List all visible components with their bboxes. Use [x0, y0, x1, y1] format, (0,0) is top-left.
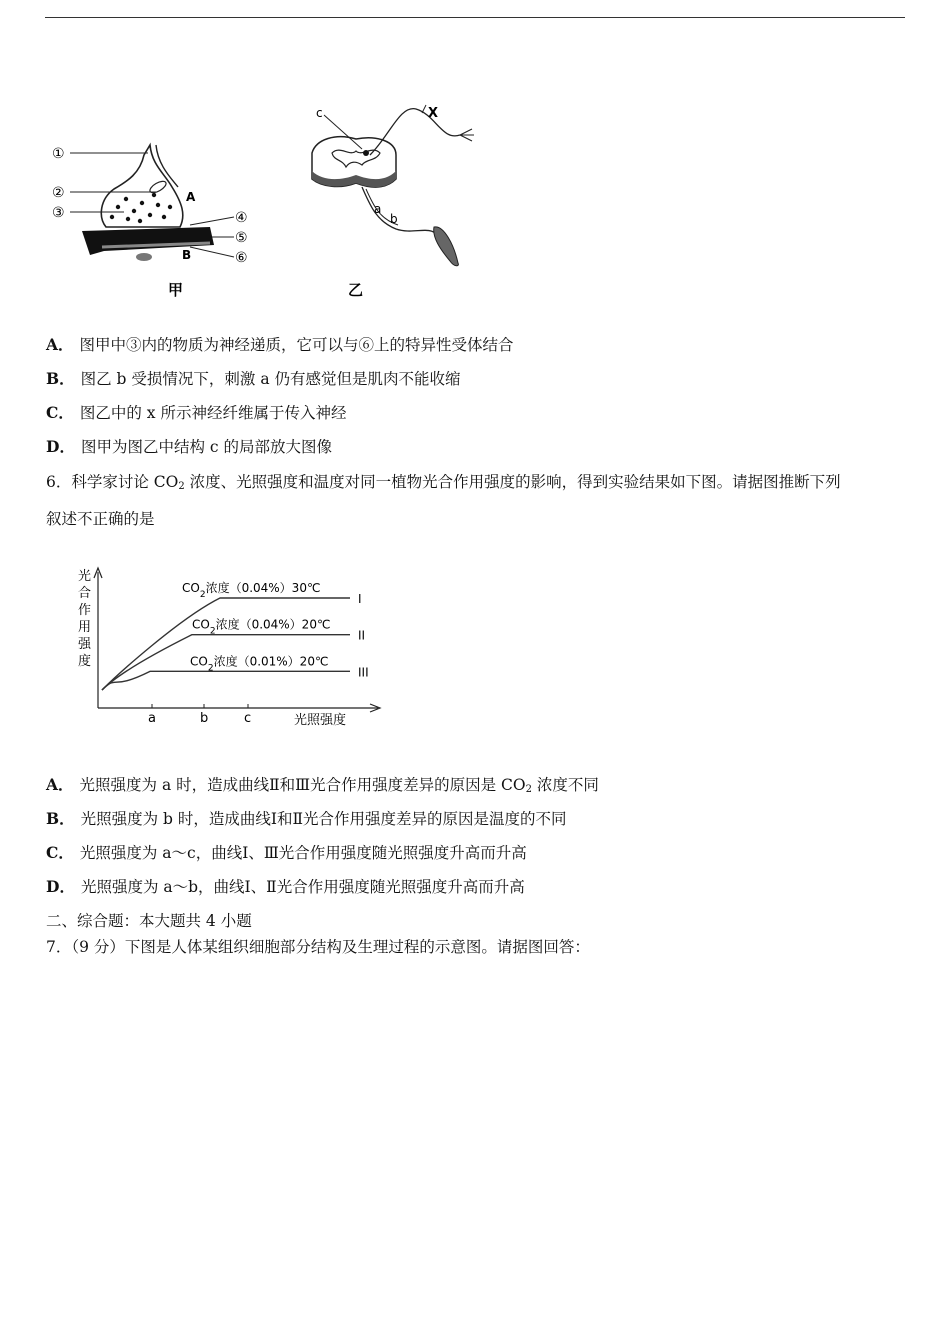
q6-stem: 6．科学家讨论 $CO_2$ 浓度、光照强度和温度对同一植物光合作用强度的影响，得到实验结果如下图。请据图推断下列 — [46, 473, 841, 492]
q5-option-b: B． 图乙 b 受损情况下，刺激 a 仍有感觉但是肌肉不能收缩 — [46, 369, 461, 388]
y-axis-label-char: 用 — [78, 620, 92, 635]
q5-option-a: A． 图甲中③内的物质为神经递质，它可以与⑥上的特异性受体结合 — [46, 335, 514, 354]
label-b: b — [390, 212, 398, 226]
x-tick-b: b — [200, 711, 209, 726]
y-axis-label-char: 光 — [78, 569, 92, 584]
photosynthesis-chart — [70, 560, 390, 740]
top-rule — [45, 17, 905, 18]
label-5: ⑤ — [235, 230, 248, 246]
q6-option-c: C． 光照强度为 a～c，曲线Ⅰ、Ⅲ光合作用强度随光照强度升高而升高 — [46, 843, 527, 862]
x-tick-a: a — [148, 711, 156, 726]
q5-option-c: C． 图乙中的 x 所示神经纤维属于传入神经 — [46, 403, 347, 422]
label-6: ⑥ — [235, 250, 248, 266]
label-a: a — [374, 202, 382, 216]
q6-option-b: B． 光照强度为 b 时，造成曲线Ⅰ和Ⅱ光合作用强度差异的原因是温度的不同 — [46, 809, 567, 828]
q7-stem: 7．（9 分）下图是人体某组织细胞部分结构及生理过程的示意图。请据图回答： — [46, 938, 590, 956]
y-axis-label — [78, 568, 92, 669]
reflex-arc-diagram — [312, 105, 474, 299]
curve-roman-III: III — [358, 665, 369, 680]
label-X: X — [428, 106, 439, 121]
neuro-figure — [40, 95, 480, 305]
q5-option-d: D． 图甲为图乙中结构 c 的局部放大图像 — [46, 437, 332, 456]
label-c: c — [316, 106, 323, 120]
label-B: B — [182, 248, 192, 262]
caption-yi: 乙 — [348, 281, 364, 299]
label-3: ③ — [52, 205, 65, 221]
curve-label-III: $CO_2$浓度（0.01%）20℃ — [190, 654, 329, 674]
x-axis-label: 光照强度 — [294, 713, 347, 728]
curve-label-I: $CO_2$浓度（0.04%）30℃ — [182, 581, 321, 600]
label-4: ④ — [235, 210, 248, 226]
y-axis-label-char: 合 — [78, 586, 92, 601]
curve-III — [102, 671, 350, 690]
q6-option-a: A． 光照强度为 a 时，造成曲线Ⅱ和Ⅲ光合作用强度差异的原因是 $CO_2$ 浓度不同 — [46, 775, 599, 795]
q6-option-d: D． 光照强度为 a～b，曲线Ⅰ、Ⅱ光合作用强度随光照强度升高而升高 — [46, 877, 525, 896]
x-tick-c: c — [244, 711, 252, 726]
y-axis-label-char: 强 — [78, 637, 92, 652]
curve-roman-I: I — [358, 592, 362, 606]
synapse-diagram — [52, 145, 248, 299]
label-A: A — [186, 190, 196, 204]
label-1: ① — [52, 146, 65, 162]
caption-jia: 甲 — [168, 281, 184, 299]
q6-stem-line2: 叙述不正确的是 — [46, 510, 155, 528]
section-heading: 二、综合题：本大题共 4 小题 — [46, 912, 252, 930]
curve-roman-II: II — [358, 628, 366, 643]
curve-label-II: $CO_2$浓度（0.04%）20℃ — [192, 617, 331, 637]
y-axis-label-char: 度 — [78, 654, 92, 669]
label-2: ② — [52, 185, 65, 201]
y-axis-label-char: 作 — [78, 603, 92, 618]
